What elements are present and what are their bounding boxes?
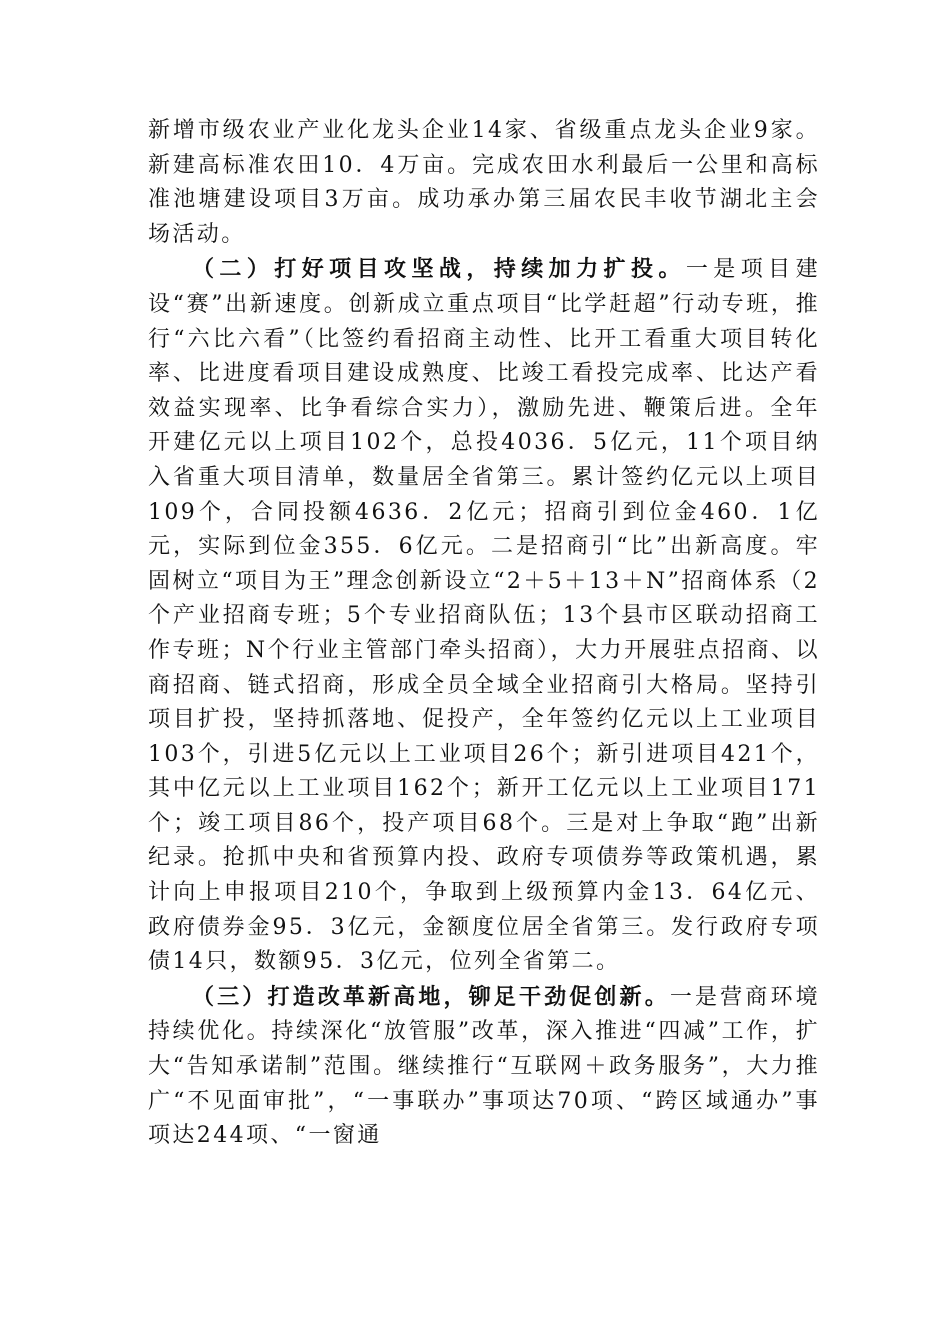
section-heading-two: （二）打好项目攻坚战，持续加力扩投。 (192, 256, 686, 283)
paragraph-text: 一是营商环境持续优化。持续深化“放管服”改革，深入推进“四减”工作，扩大“告知承诺制”范围。继续推行“互联网＋政务服务”，大力推广“不见面审批”，“一事联办”事项达70项、“跨区域通办”事项达244项、“一窗通 (148, 984, 820, 1149)
paragraph-text: 一是项目建设“赛”出新速度。创新成立重点项目“比学赶超”行动专班，推行“六比六看”（比签约看招商主动性、比开工看重大项目转化率、比进度看项目建设成熟度、比竣工看投完成率、比达产看效益实现率、比争看综合实力），激励先进、鞭策后进。全年开建亿元以上项目102个，总投4036．5亿元，11个项目纳入省重大项目清单，数量居全省第三。累计签约亿元以上项目109个，合同投额4636．2亿元；招商引到位金460．1亿元，实际到位金355．6亿元。二是招商引“比”出新高度。牢固树立“项目为王”理念创新设立“2＋5＋13＋N”招商体系（2个产业招商专班；5个专业招商队伍；13个县市区联动招商工作专班；N个行业主管部门牵头招商），大力开展驻点招商、以商招商、链式招商，形成全员全域全业招商引大格局。坚持引项目扩投，坚持抓落地、促投产，全年签约亿元以上工业项目103个，引进5亿元以上工业项目26个；新引进项目421个，其中亿元以上工业项目162个；新开工亿元以上工业项目171个；竣工项目86个，投产项目68个。三是对上争取“跑”出新纪录。抢抓中央和省预算内投、政府专项债券等政策机遇，累计向上申报项目210个，争取到上级预算内金13．64亿元、政府债券金95．3亿元，金额度位居全省第三。发行政府专项债14只，数额95．3亿元，位列全省第二。 (148, 257, 820, 975)
paragraph-reform (148, 980, 820, 1154)
document-page (148, 114, 820, 1154)
paragraph-text: 新增市级农业产业化龙头企业14家、省级重点龙头企业9家。新建高标准农田10．4万亩。完成农田水利最后一公里和高标准池塘建设项目3万亩。成功承办第三届农民丰收节湖北主会场活动。 (148, 118, 820, 247)
paragraph-projects (148, 252, 820, 979)
paragraph-agriculture (148, 114, 820, 252)
section-heading-three: （三）打造改革新高地，铆足干劲促创新。 (192, 983, 670, 1010)
